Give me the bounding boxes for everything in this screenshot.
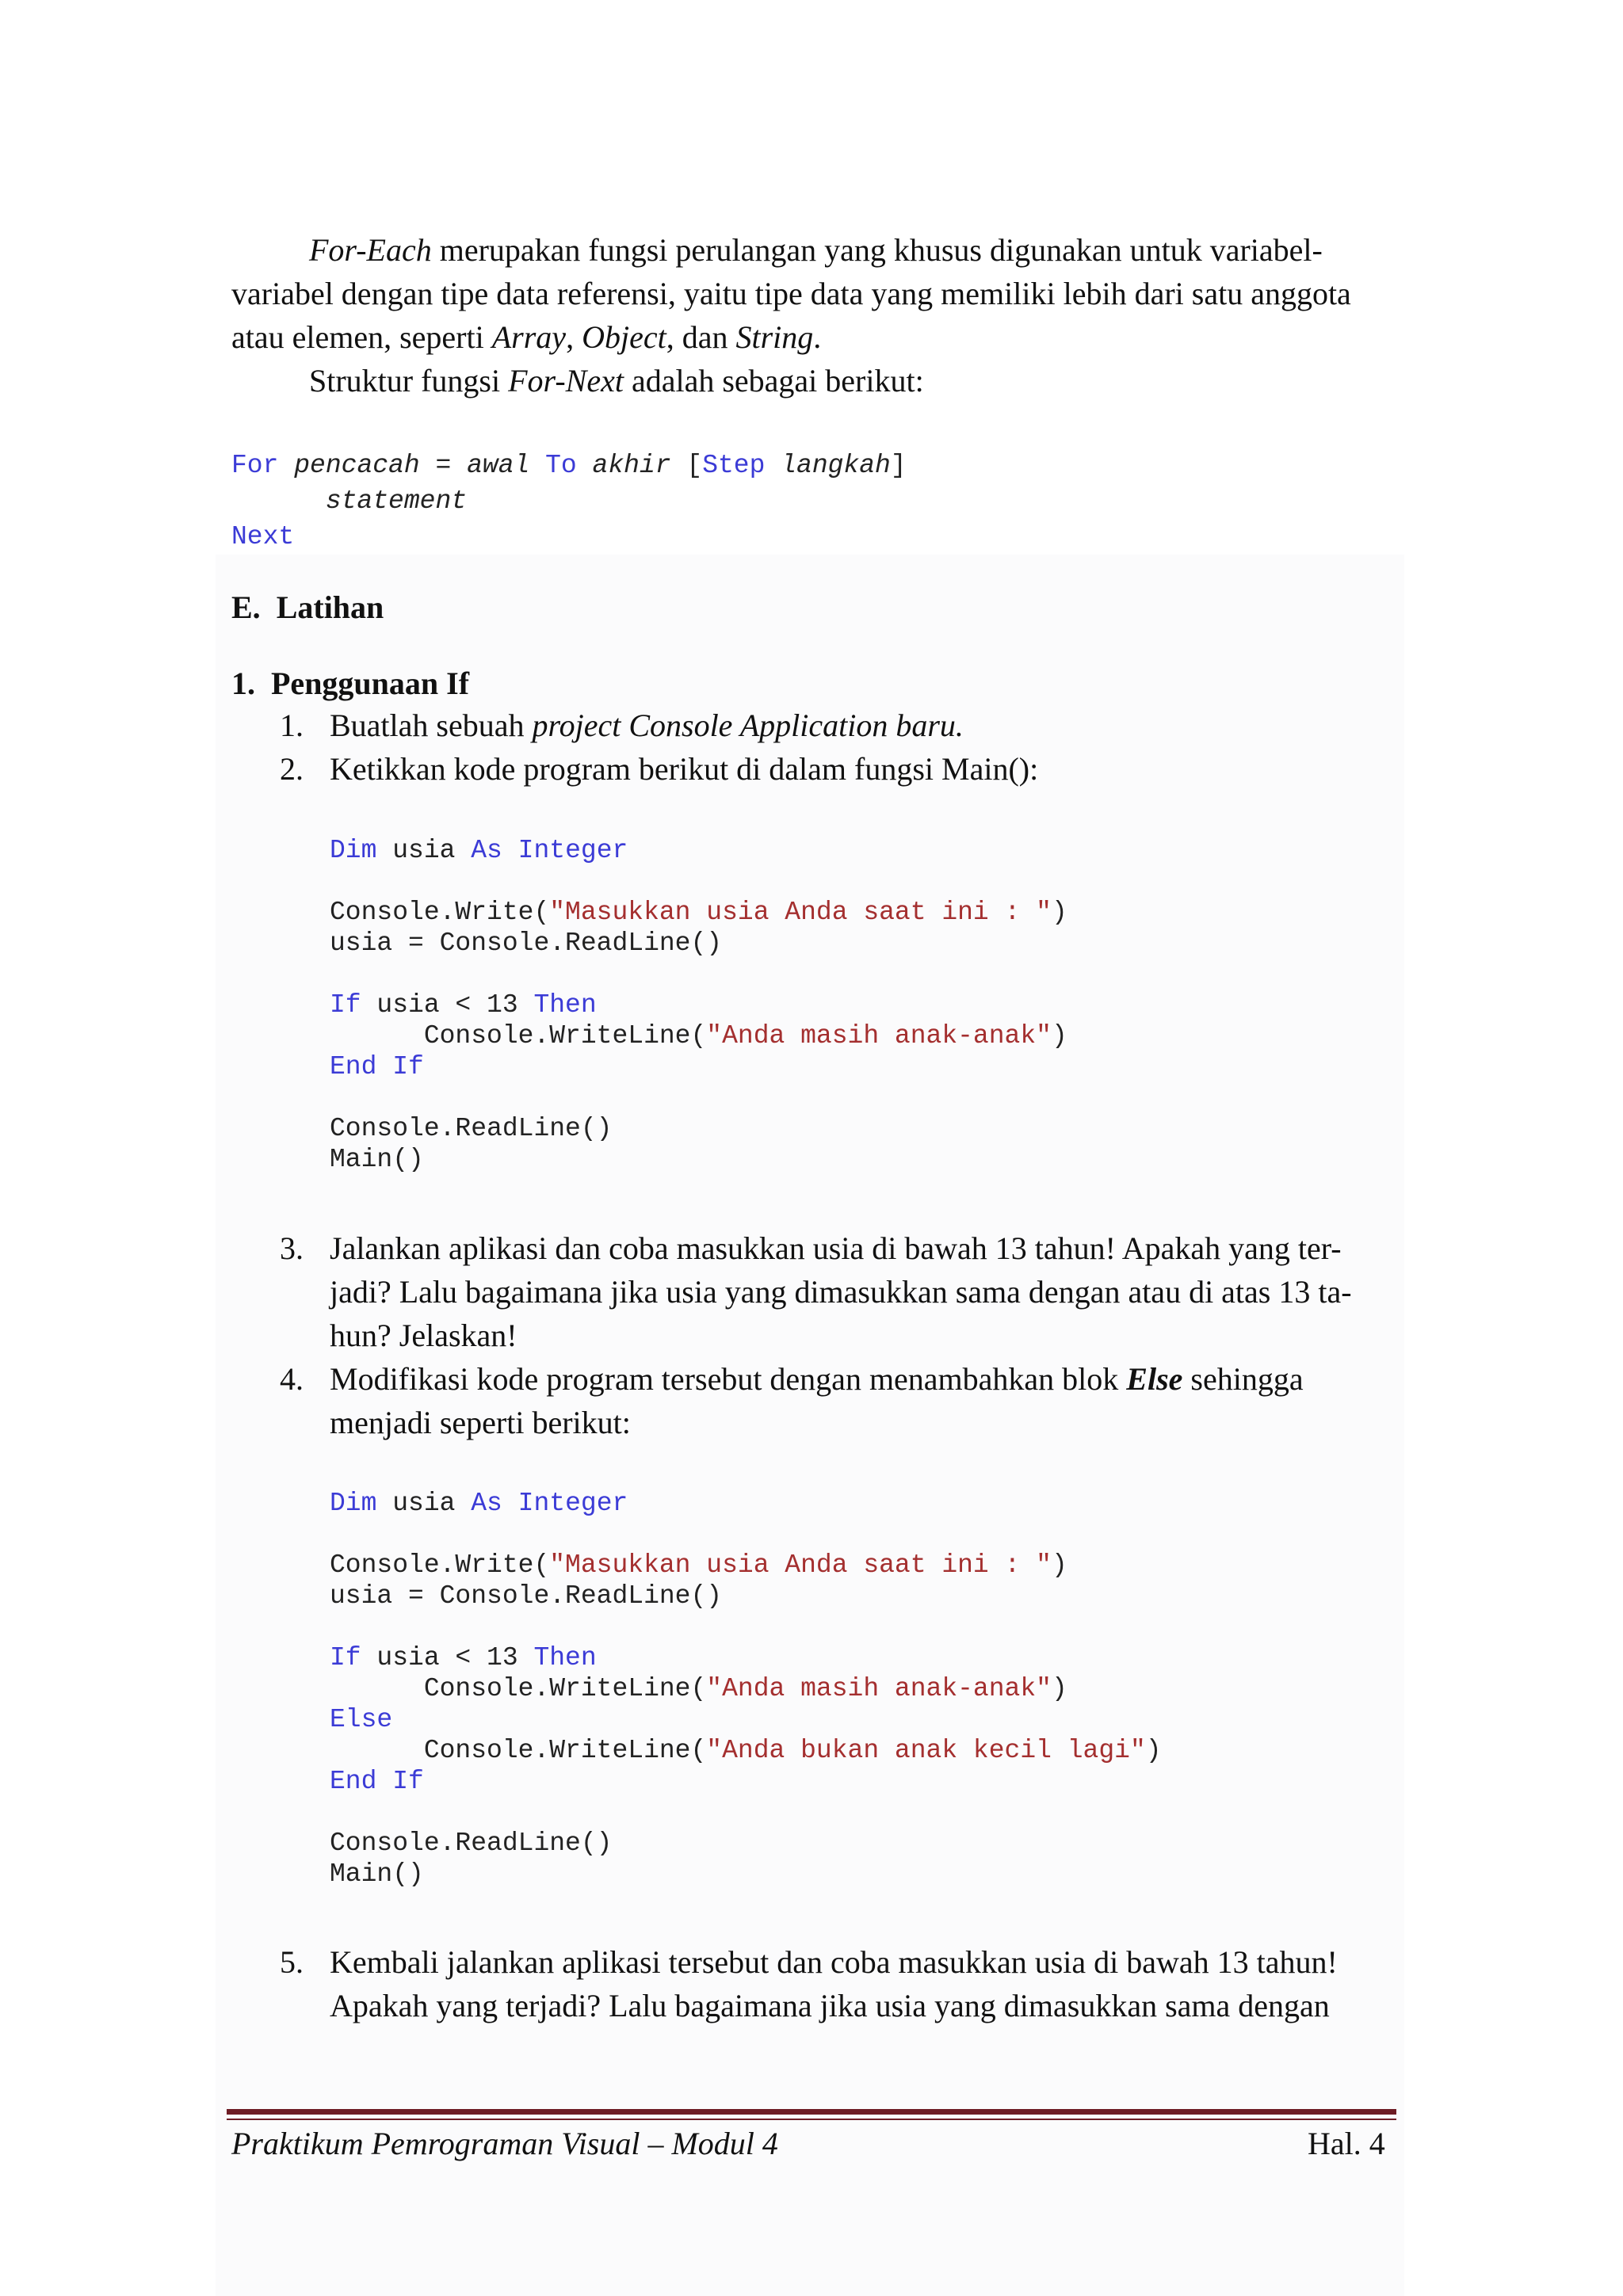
footer-title: Praktikum Pemrograman Visual – Modul 4 [231, 2126, 778, 2161]
step-2-text: Ketikkan kode program berikut di dalam fungsi Main(): [330, 751, 1039, 787]
section-heading: E. Latihan [231, 589, 384, 625]
step-1-number: 1. [280, 707, 304, 743]
page-number: Hal. 4 [1308, 2126, 1385, 2161]
step-5-number: 5. [280, 1944, 304, 1980]
footer-rule [227, 2109, 1396, 2115]
step-3-number: 3. [280, 1230, 304, 1266]
step-4-line-2: menjadi seperti berikut: [330, 1405, 631, 1440]
subsection-heading: 1. Penggunaan If [231, 666, 470, 701]
step-3-line-2: jadi? Lalu bagaimana jika usia yang dimasukkan sama dengan atau di atas 13 ta- [330, 1274, 1352, 1310]
step-1-text: Buatlah sebuah project Console Application baru. [330, 707, 964, 743]
step-4-line-1: Modifikasi kode program tersebut dengan menambahkan blok Else sehingga [330, 1361, 1304, 1397]
intro-line-1: For-Each merupakan fungsi perulangan yang khusus digunakan untuk variabel- [309, 232, 1323, 268]
step-3-line-1: Jalankan aplikasi dan coba masukkan usia di bawah 13 tahun! Apakah yang ter- [330, 1230, 1342, 1266]
code-block-if-else: Dim usia As Integer Console.Write("Masukkan usia Anda saat ini : ") usia = Console.ReadLine() If usia < 13 Then Console.WriteLine("Anda masih anak-anak") Else Console.WriteLine("Anda bukan anak kecil lagi") End If Console.ReadLine() Main() [330, 1489, 1162, 1889]
step-2-number: 2. [280, 751, 304, 787]
step-5-line-2: Apakah yang terjadi? Lalu bagaimana jika usia yang dimasukkan sama dengan [330, 1988, 1330, 2023]
step-3-line-3: hun? Jelaskan! [330, 1318, 517, 1353]
intro-line-3: atau elemen, seperti Array, Object, dan String. [231, 319, 822, 355]
for-next-syntax: For pencacah = awal To akhir [Step langkah] statement Next [231, 451, 907, 551]
footer-rule-thin [227, 2119, 1396, 2120]
intro-line-2: variabel dengan tipe data referensi, yaitu tipe data yang memiliki lebih dari satu anggota [231, 276, 1351, 311]
code-block-if: Dim usia As Integer Console.Write("Masukkan usia Anda saat ini : ") usia = Console.ReadLine() If usia < 13 Then Console.WriteLine("Anda masih anak-anak") End If Console.ReadLine() Main() [330, 836, 1067, 1174]
step-4-number: 4. [280, 1361, 304, 1397]
intro-line-4: Struktur fungsi For-Next adalah sebagai berikut: [309, 363, 924, 399]
step-5-line-1: Kembali jalankan aplikasi tersebut dan coba masukkan usia di bawah 13 tahun! [330, 1944, 1338, 1980]
